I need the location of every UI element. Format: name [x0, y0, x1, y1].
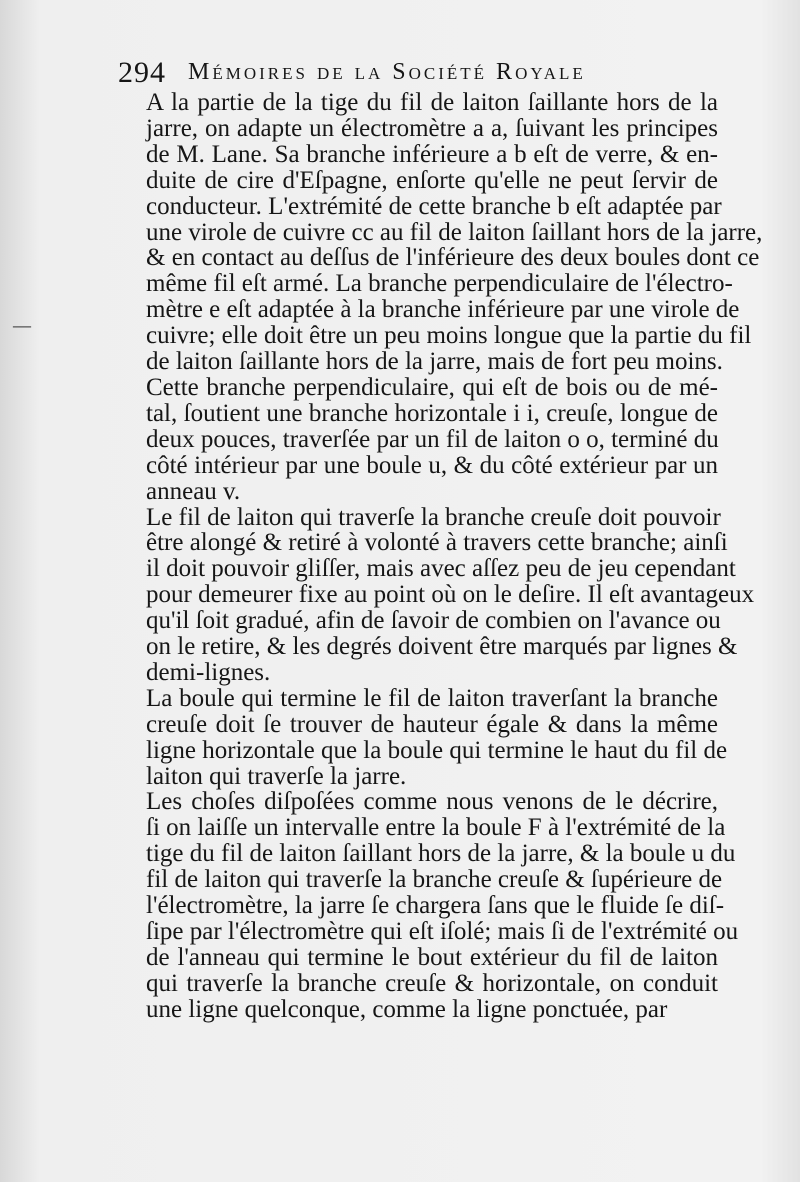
text-line: ſi on laiſſe un intervalle entre la boule F à l'extrémité de la — [146, 814, 726, 842]
page-number: 294 — [118, 56, 166, 89]
text-line: mètre e eſt adaptée à la branche inférieure par une virole de — [146, 296, 740, 324]
paragraph — [118, 89, 763, 376]
text-line: La boule qui termine le fil de laiton traverſant la branche — [146, 684, 718, 712]
text-line: être alongé & retiré à volonté à travers cette branche; ainſi — [146, 529, 728, 557]
text-line: Les choſes diſpoſées comme nous venons de le décrire, — [146, 788, 718, 816]
text-line: côté intérieur par une boule u, & du côté extérieur par un — [146, 451, 718, 479]
paragraph — [118, 375, 718, 505]
paragraph — [118, 684, 728, 790]
text-line: tige du fil de laiton ſaillant hors de la jarre, & la boule u du — [146, 840, 736, 868]
text-line: Cette branche perpendiculaire, qui eſt de bois ou de mé- — [146, 373, 718, 401]
text-line: & en contact au deſſus de l'inférieure des deux boules dont ce — [146, 244, 760, 272]
text-line: qu'il ſoit gradué, afin de ſavoir de combien on l'avance ou — [146, 607, 721, 635]
text-line: deux pouces, traverſée par un fil de laiton o o, terminé du — [146, 425, 719, 453]
text-line: fil de laiton qui traverſe la branche creuſe & ſupérieure de — [146, 866, 723, 894]
text-line: une virole de cuivre cc au fil de laiton ſaillant hors de la jarre, — [146, 218, 763, 246]
text-line: demi-lignes. — [146, 658, 271, 686]
running-title: Mémoires de la Société Royale — [188, 59, 586, 85]
text-line: duite de cire d'Eſpagne, enſorte qu'elle ne peut ſervir de — [146, 166, 718, 194]
text-line: on le retire, & les degrés doivent être marqués par lignes & — [146, 633, 738, 661]
text-line: conducteur. L'extrémité de cette branche b eſt adaptée par — [146, 192, 722, 220]
text-line: tal, ſoutient une branche horizontale i i, creuſe, longue de — [146, 399, 718, 427]
text-line: A la partie de la tige du fil de laiton ſaillante hors de la — [146, 89, 718, 116]
text-line: jarre, on adapte un électromètre a a, ſuivant les principes — [146, 114, 718, 142]
text-line: cuivre; elle doit être un peu moins longue que la partie du fil — [146, 322, 752, 350]
text-line: qui traverſe la branche creuſe & horizontale, on conduit — [146, 969, 718, 997]
text-line: même fil eſt armé. La branche perpendiculaire de l'électro- — [146, 270, 733, 298]
text-line: de M. Lane. Sa branche inférieure a b eſt de verre, & en- — [146, 140, 718, 168]
text-line: de l'anneau qui termine le bout extérieur du fil de laiton — [146, 943, 718, 971]
text-line: l'électromètre, la jarre ſe chargera ſans que le fluide ſe diſ- — [146, 892, 725, 920]
text-line: Le fil de laiton qui traverſe la branche creuſe doit pouvoir — [146, 503, 721, 531]
text-line: pour demeurer fixe au point où on le deſire. Il eſt avantageux — [146, 581, 755, 609]
body-text — [118, 89, 763, 1023]
text-line: une ligne quelconque, comme la ligne ponctuée, par — [146, 995, 668, 1023]
text-line: de laiton ſaillante hors de la jarre, mais de fort peu moins. — [146, 348, 723, 376]
text-line: laiton qui traverſe la jarre. — [146, 762, 407, 790]
text-line: anneau v. — [146, 477, 241, 505]
text-line: ſipe par l'électromètre qui eſt iſolé; mais ſi de l'extrémité ou — [146, 918, 739, 945]
paragraph — [118, 503, 755, 686]
margin-dash: — — [12, 313, 32, 337]
text-line: il doit pouvoir gliſſer, mais avec aſſez peu de jeu cependant — [146, 555, 736, 583]
text-line: creuſe doit ſe trouver de hauteur égale & dans la même — [146, 710, 718, 738]
paragraph — [118, 788, 739, 1023]
text-line: ligne horizontale que la boule qui termine le haut du fil de — [146, 736, 728, 764]
